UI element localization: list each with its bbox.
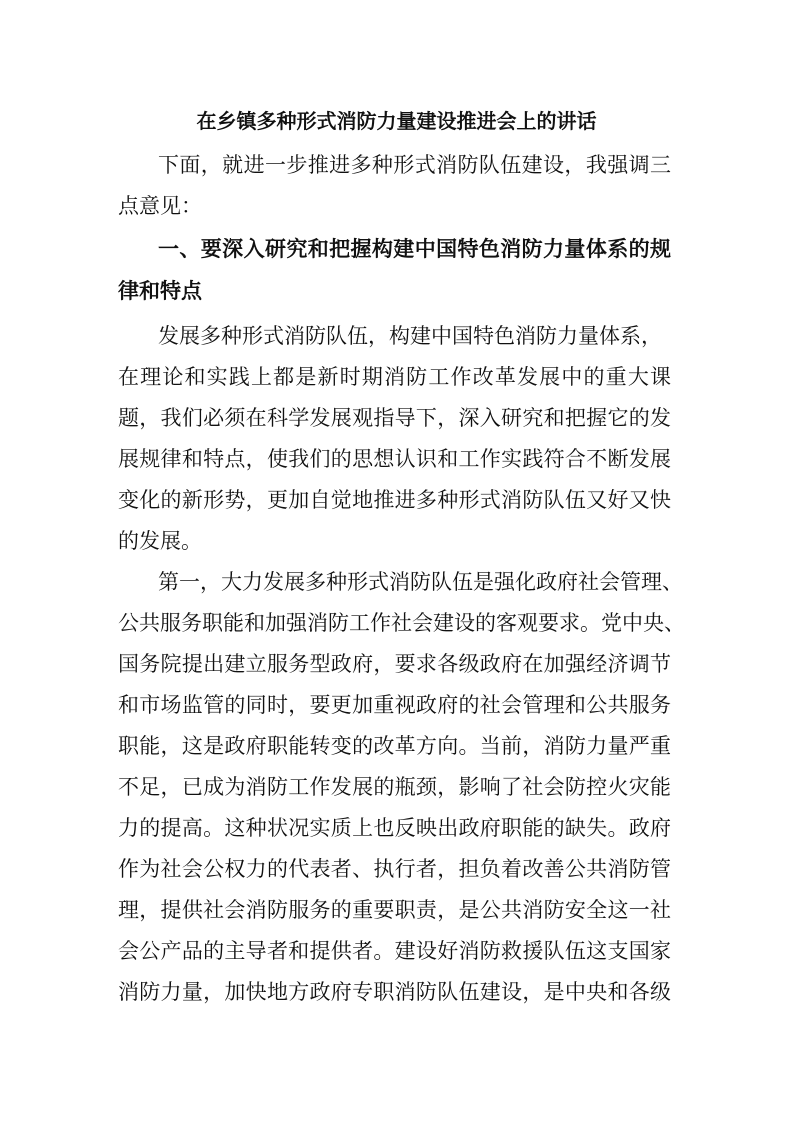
paragraph-line: 发展多种形式消防队伍，构建中国特色消防力量体系， (158, 324, 662, 348)
paragraph-line: 力的提高。这种状况实质上也反映出政府职能的缺失。政府 (118, 816, 671, 840)
paragraph-line: 和市场监管的同时，要更加重视政府的社会管理和公共服务 (118, 693, 671, 717)
paragraph-line: 作为社会公权力的代表者、执行者，担负着改善公共消防管 (118, 857, 671, 881)
paragraph-line: 国务院提出建立服务型政府，要求各级政府在加强经济调节 (118, 652, 671, 676)
paragraph-line: 的发展。 (118, 529, 202, 553)
paragraph-line: 展规律和特点，使我们的思想认识和工作实践符合不断发展 (118, 447, 671, 471)
section-heading: 律和特点 (118, 279, 202, 303)
paragraph-line: 理，提供社会消防服务的重要职责，是公共消防安全这一社 (118, 898, 671, 922)
section-heading: 一、要深入研究和把握构建中国特色消防力量体系的规 (158, 237, 671, 261)
paragraph-line: 不足，已成为消防工作发展的瓶颈，影响了社会防控火灾能 (118, 775, 671, 799)
paragraph-line: 公共服务职能和加强消防工作社会建设的客观要求。党中央、 (118, 611, 685, 635)
paragraph-line: 消防力量，加快地方政府专职消防队伍建设，是中央和各级 (118, 980, 671, 1004)
paragraph-line: 第一，大力发展多种形式消防队伍是强化政府社会管理、 (158, 570, 683, 594)
paragraph-line: 职能，这是政府职能转变的改革方向。当前，消防力量严重 (118, 734, 671, 758)
paragraph-line: 变化的新形势，更加自觉地推进多种形式消防队伍又好又快 (118, 488, 671, 512)
intro-line: 下面，就进一步推进多种形式消防队伍建设，我强调三 (158, 153, 671, 177)
paragraph-line: 在理论和实践上都是新时期消防工作改革发展中的重大课 (118, 365, 671, 389)
document-title: 在乡镇多种形式消防力量建设推进会上的讲话 (196, 109, 597, 133)
intro-line: 点意见： (118, 194, 202, 218)
paragraph-line: 题，我们必须在科学发展观指导下，深入研究和把握它的发 (118, 406, 671, 430)
paragraph-line: 会公产品的主导者和提供者。建设好消防救援队伍这支国家 (118, 939, 671, 963)
